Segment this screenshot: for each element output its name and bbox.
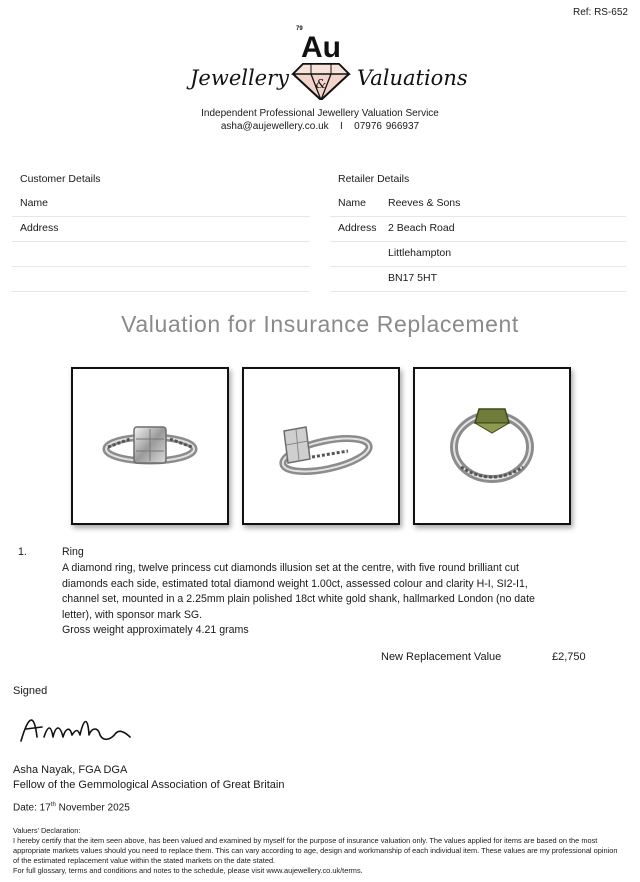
phone: 07976 966937 [354,121,420,132]
contact-block [0,107,640,133]
signature-image [18,707,138,747]
retailer-address-row [330,242,626,267]
customer-name-row [12,192,310,217]
retailer-address-row [330,267,626,292]
valuer-block [13,763,284,793]
retailer-name-label: Name [338,197,367,209]
signed-label: Signed [13,685,48,697]
retailer-heading: Retailer Details [338,173,410,185]
item-description: A diamond ring, twelve princess cut diamonds illusion set at the centre, with five round brilliant cut diamonds each side, estimated total diamond weight 1.00ct, assessed colour and clarity H-I, SI2-I1, channel set, mounted in a 2.25mm plain polished 18ct white gold shank, hallmarked London (no date letter), with sponsor mark SG. [62,562,535,621]
retailer-details [330,168,626,292]
replacement-value-label: New Replacement Value [381,651,502,663]
customer-address-row [12,217,310,242]
brand-logo [0,24,640,104]
ring-photo-front [71,367,229,525]
valuer-title: Fellow of the Gemmological Association of Great Britain [13,779,285,791]
contact-separator: I [340,121,343,132]
retailer-address-row [330,217,626,242]
item-number: 1. [18,546,27,558]
tagline: Independent Professional Jewellery Valuation Service [201,108,439,119]
customer-heading: Customer Details [20,173,101,185]
retailer-name-row [330,192,626,217]
retailer-name-value: Reeves & Sons [388,197,461,209]
retailer-address-line: 2 Beach Road [388,222,455,234]
diamond-logo-icon [281,24,361,100]
reference-number: Ref: RS-652 [572,7,628,18]
brand-word-left: Jewellery [190,66,290,90]
customer-details [12,168,310,292]
document-title: Valuation for Insurance Replacement [121,311,519,337]
replacement-value-amount: £2,750 [552,651,586,663]
email: asha@aujewellery.co.uk [220,121,329,132]
retailer-address-line: BN17 5HT [388,272,438,284]
retailer-address-label: Address [338,222,377,234]
brand-word-right: Valuations [357,66,468,90]
ring-photo-angle [242,367,400,525]
ampersand: & [315,77,327,91]
atomic-number: 79 [296,26,303,32]
ring-photo-top [413,367,571,525]
customer-address-line-2 [12,242,310,267]
valuer-name: Asha Nayak, FGA DGA [13,764,128,776]
customer-address-line-3 [12,267,310,292]
valuers-declaration [13,826,625,876]
declaration-body: I hereby certify that the item seen above, has been valued and examined by myself for the purpose of insurance valuation only. The values applied for items are based on the most appropriate markets values should you need to replace them. This can vary according to age, design and workmanship of each individual item. These values are my professional opinion of the estimated replacement value within the stated markets on the date stated. [13,836,618,865]
retailer-address-line: Littlehampton [388,247,452,259]
element-symbol: Au [301,31,341,64]
item-weight: Gross weight approximately 4.21 grams [62,624,249,636]
declaration-footer: For full glossary, terms and conditions and notes to the schedule, please visit www.aujewellery.co.uk/terms. [13,866,363,875]
item-name: Ring [62,546,84,558]
declaration-heading: Valuers' Declaration: [13,826,81,835]
customer-name-label: Name [20,197,49,209]
valuation-date: Date: 17th November 2025 [13,802,130,814]
customer-address-label: Address [20,222,59,234]
